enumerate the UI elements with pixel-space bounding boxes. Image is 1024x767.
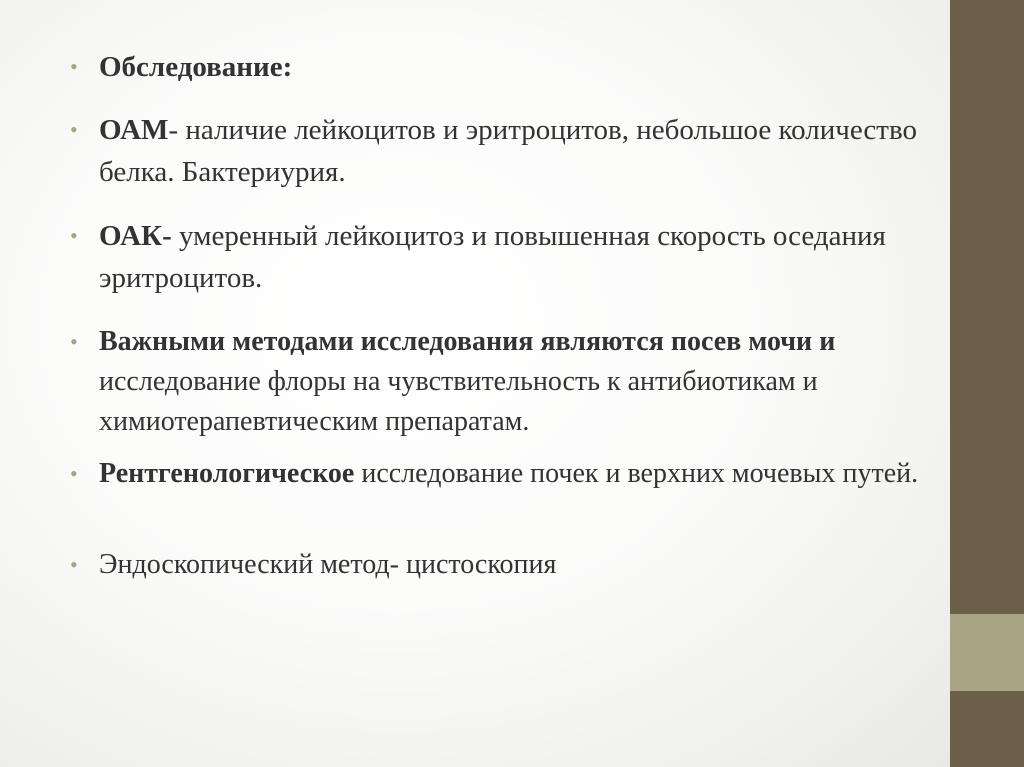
bullet-text (99, 454, 930, 494)
bullet-item-endoscopy (70, 545, 930, 585)
bullet-plain-text: - наличие лейкоцитов и эритроцитов, небольшое количество белка. Бактериурия. (99, 114, 917, 188)
bullet-icon: • (70, 329, 78, 354)
bullet-plain-text: исследование флоры на чувствительность к антибиотикам и химиотерапевтическим препаратам. (99, 366, 818, 437)
bullet-bold-text: ОАМ (99, 114, 169, 146)
bullet-icon: • (70, 223, 78, 248)
bullet-bold-text: Рентгенологическое (99, 458, 355, 489)
bullet-text (99, 109, 930, 193)
bullet-item-oam (70, 109, 930, 193)
bullet-bold-text: ОАК- (99, 220, 172, 252)
side-bar-accent (950, 614, 1024, 691)
bullet-plain-text: исследование почек и верхних мочевых путей. (354, 458, 919, 489)
bullet-text (99, 215, 930, 299)
bullet-bold-text: Обследование: (99, 51, 293, 83)
bullet-plain-text: умеренный лейкоцитоз и повышенная скорость оседания эритроцитов. (99, 220, 886, 294)
bullet-text (99, 545, 930, 585)
bullet-item-xray (70, 454, 930, 494)
bullet-bold-text: Важными методами исследования являются посев мочи и (99, 326, 836, 357)
bullet-icon: • (70, 461, 78, 486)
bullet-plain-text: Эндоскопический метод- цистоскопия (99, 549, 557, 580)
bullet-text (99, 46, 930, 88)
bullet-item-methods (70, 322, 930, 442)
bullet-icon: • (70, 117, 78, 142)
bullet-item-oak (70, 215, 930, 299)
bullet-text (99, 322, 930, 442)
bullet-item-examination (70, 46, 930, 88)
bullet-icon: • (70, 552, 78, 577)
bullet-icon: • (70, 54, 78, 79)
